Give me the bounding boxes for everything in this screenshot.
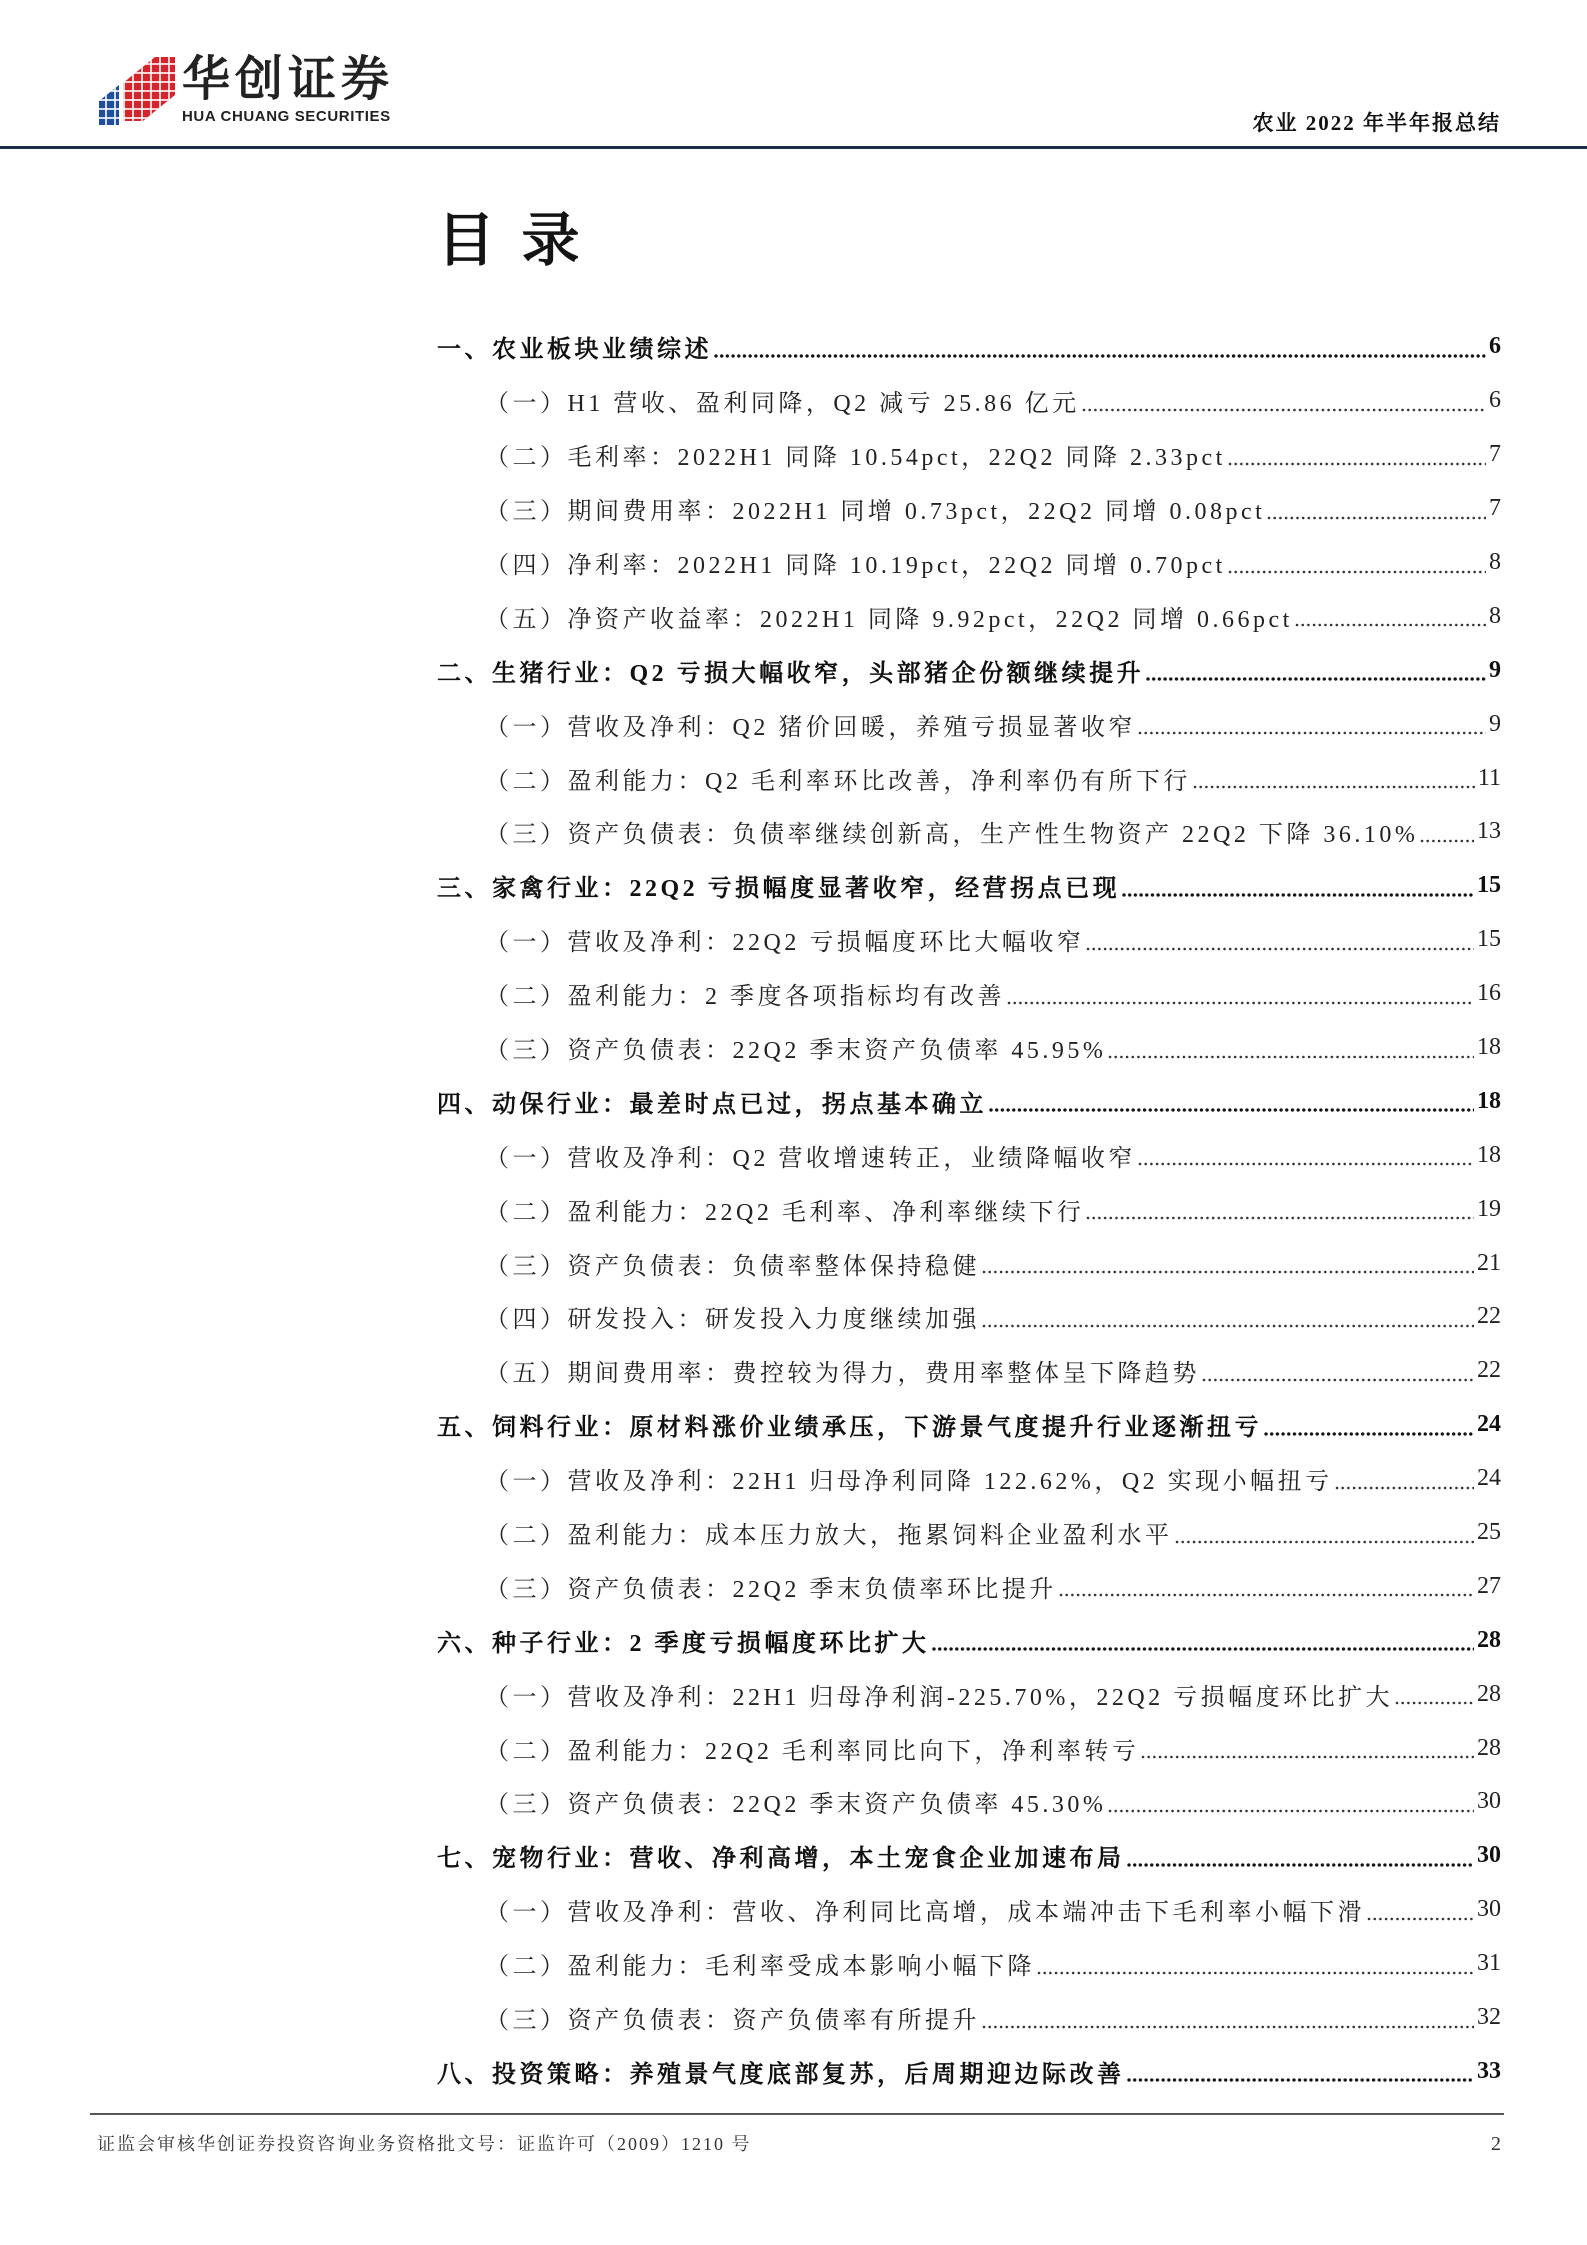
toc-dot-leader <box>1264 1432 1474 1436</box>
toc-subsection-5-3[interactable] <box>437 1559 1501 1613</box>
toc-entry-page: 15 <box>1477 872 1501 899</box>
report-title: 农业 2022 年半年报总结 <box>1252 111 1501 135</box>
toc-entry-label: （二）盈利能力：22Q2 毛利率同比向下，净利率转亏 <box>485 1738 1140 1765</box>
toc-subsection-1-1[interactable] <box>437 374 1501 428</box>
toc-entry-label: （二）盈利能力：毛利率受成本影响小幅下降 <box>485 1954 1035 1981</box>
toc-entry-label: （二）盈利能力：Q2 毛利率环比改善，净利率仍有所下行 <box>485 768 1191 795</box>
toc-entry-page: 8 <box>1489 549 1501 575</box>
toc-subsection-6-3[interactable] <box>437 1775 1501 1829</box>
toc-dot-leader <box>982 1324 1474 1328</box>
toc-entry-label: 四、动保行业：最差时点已过，拐点基本确立 <box>437 1091 987 1118</box>
toc-entry-page: 7 <box>1489 441 1501 468</box>
toc-entry-page: 32 <box>1477 2004 1501 2031</box>
toc-entry-label: （一）营收及净利：22Q2 亏损幅度环比大幅收窄 <box>485 930 1085 957</box>
toc-entry-page: 22 <box>1477 1357 1501 1384</box>
toc-subsection-1-2[interactable] <box>437 428 1501 482</box>
toc-dot-leader <box>932 1647 1475 1651</box>
toc-entry-page: 31 <box>1477 1950 1501 1977</box>
toc-dot-leader <box>1420 839 1474 843</box>
toc-entry-label: 八、投资策略：养殖景气度底部复苏，后周期迎边际改善 <box>437 2061 1125 2088</box>
toc-entry-page: 27 <box>1477 1572 1501 1599</box>
toc-dot-leader <box>714 354 1486 358</box>
toc-entry-label: （三）资产负债表：22Q2 季末资产负债率 45.95% <box>485 1038 1107 1065</box>
toc-entry-page: 30 <box>1477 1788 1501 1815</box>
header-divider <box>0 146 1587 149</box>
toc-subsection-4-2[interactable] <box>437 1182 1501 1236</box>
toc-dot-leader <box>1007 1001 1474 1005</box>
toc-entry-page: 6 <box>1489 387 1501 414</box>
toc-entry-label: （三）资产负债表：22Q2 季末资产负债率 45.30% <box>485 1792 1107 1819</box>
toc-subsection-1-4[interactable] <box>437 536 1501 590</box>
toc-entry-label: （三）资产负债表：资产负债率有所提升 <box>485 2008 980 2035</box>
toc-dot-leader <box>1138 731 1486 735</box>
toc-dot-leader <box>1202 1378 1474 1382</box>
toc-section-6[interactable] <box>437 1613 1501 1667</box>
toc-dot-leader <box>1122 893 1474 897</box>
toc-dot-leader <box>982 1270 1474 1274</box>
toc-subsection-7-2[interactable] <box>437 1937 1501 1991</box>
toc-entry-label: （五）期间费用率：费控较为得力，费用率整体呈下降趋势 <box>485 1361 1200 1388</box>
toc-dot-leader <box>1175 1540 1475 1544</box>
toc-entry-label: （五）净资产收益率：2022H1 同降 9.92pct，22Q2 同增 0.66pct <box>485 606 1293 633</box>
toc-section-5[interactable] <box>437 1398 1501 1452</box>
toc-entry-label: （一）营收及净利：22H1 归母净利同降 122.62%，Q2 实现小幅扭亏 <box>485 1469 1333 1496</box>
toc-dot-leader <box>982 2025 1474 2029</box>
toc-dot-leader <box>1082 408 1486 412</box>
toc-entry-page: 7 <box>1489 495 1501 522</box>
brand-name-cn: 华创证券 <box>182 53 395 106</box>
toc-subsection-7-1[interactable] <box>437 1883 1501 1937</box>
toc-entry-label: 一、农业板块业绩综述 <box>437 337 712 364</box>
toc-dot-leader <box>1086 947 1474 951</box>
toc-subsection-2-2[interactable] <box>437 751 1501 805</box>
toc-title: 目 录 <box>437 208 586 273</box>
toc-dot-leader <box>1367 1917 1474 1921</box>
toc-entry-page: 13 <box>1477 818 1501 845</box>
toc-entry-page: 24 <box>1477 1411 1501 1438</box>
toc-entry-label: 六、种子行业：2 季度亏损幅度环比扩大 <box>437 1630 930 1657</box>
toc-dot-leader <box>1059 1593 1474 1597</box>
toc-dot-leader <box>1395 1701 1474 1705</box>
toc-entry-page: 28 <box>1477 1626 1501 1653</box>
table-of-contents <box>437 320 1501 2098</box>
toc-entry-page: 11 <box>1477 764 1501 791</box>
toc-subsection-4-4[interactable] <box>437 1290 1501 1344</box>
toc-subsection-4-1[interactable] <box>437 1128 1501 1182</box>
toc-dot-leader <box>1228 570 1486 574</box>
toc-entry-page: 19 <box>1477 1195 1501 1222</box>
toc-subsection-4-3[interactable] <box>437 1236 1501 1290</box>
toc-entry-label: （三）资产负债表：负债率继续创新高，生产性生物资产 22Q2 下降 36.10% <box>485 822 1419 849</box>
toc-subsection-5-2[interactable] <box>437 1506 1501 1560</box>
toc-entry-label: （二）盈利能力：成本压力放大，拖累饲料企业盈利水平 <box>485 1523 1173 1550</box>
toc-dot-leader <box>1193 785 1475 789</box>
toc-section-8[interactable] <box>437 2045 1501 2099</box>
toc-entry-label: （四）净利率：2022H1 同降 10.19pct，22Q2 同增 0.70pct <box>485 553 1226 579</box>
toc-subsection-3-1[interactable] <box>437 913 1501 967</box>
toc-entry-label: （三）期间费用率：2022H1 同增 0.73pct，22Q2 同增 0.08pct <box>485 499 1266 526</box>
toc-dot-leader <box>989 1108 1474 1112</box>
toc-entry-page: 9 <box>1489 656 1501 683</box>
toc-entry-label: （四）研发投入：研发投入力度继续加强 <box>485 1307 980 1334</box>
toc-subsection-5-1[interactable] <box>437 1452 1501 1506</box>
footer-divider <box>90 2113 1504 2115</box>
toc-entry-label: （一）营收及净利：22H1 归母净利润-225.70%，22Q2 亏损幅度环比扩大 <box>485 1684 1394 1711</box>
toc-subsection-7-3[interactable] <box>437 1991 1501 2045</box>
toc-dot-leader <box>1141 1755 1474 1759</box>
toc-dot-leader <box>1267 516 1486 520</box>
toc-subsection-4-5[interactable] <box>437 1344 1501 1398</box>
toc-entry-label: （三）资产负债表：22Q2 季末负债率环比提升 <box>485 1576 1057 1603</box>
toc-dot-leader <box>1295 623 1486 627</box>
toc-entry-page: 30 <box>1477 1842 1501 1869</box>
toc-entry-page: 22 <box>1477 1303 1501 1330</box>
toc-dot-leader <box>1108 1809 1474 1813</box>
toc-entry-label: 三、家禽行业：22Q2 亏损幅度显著收窄，经营拐点已现 <box>437 876 1121 903</box>
toc-entry-label: （一）营收及净利：Q2 营收增速转正，业绩降幅收窄 <box>485 1145 1136 1172</box>
page-number: 2 <box>1491 2133 1501 2155</box>
toc-entry-label: （二）盈利能力：22Q2 毛利率、净利率继续下行 <box>485 1199 1085 1226</box>
brand-name-en: HUA CHUANG SECURITIES <box>182 108 391 125</box>
toc-subsection-1-5[interactable] <box>437 589 1501 643</box>
toc-subsection-3-2[interactable] <box>437 967 1501 1021</box>
toc-section-1[interactable] <box>437 320 1501 374</box>
toc-entry-label: （一）H1 营收、盈利同降，Q2 减亏 25.86 亿元 <box>485 391 1080 418</box>
toc-subsection-1-3[interactable] <box>437 482 1501 536</box>
toc-entry-page: 21 <box>1477 1249 1501 1276</box>
huachuang-logo-icon <box>97 55 177 127</box>
toc-entry-page: 18 <box>1477 1034 1501 1061</box>
toc-section-2[interactable] <box>437 643 1501 697</box>
toc-entry-label: 五、饲料行业：原材料涨价业绩承压，下游景气度提升行业逐渐扭亏 <box>437 1415 1262 1442</box>
toc-entry-page: 16 <box>1477 980 1501 1007</box>
toc-entry-page: 33 <box>1477 2057 1501 2084</box>
toc-entry-page: 30 <box>1477 1896 1501 1923</box>
toc-entry-label: （二）盈利能力：2 季度各项指标均有改善 <box>485 984 1005 1011</box>
toc-entry-page: 18 <box>1477 1087 1501 1114</box>
toc-entry-page: 9 <box>1489 710 1501 737</box>
toc-dot-leader <box>1037 1971 1474 1975</box>
toc-dot-leader <box>1146 677 1486 681</box>
toc-entry-label: （三）资产负债表：负债率整体保持稳健 <box>485 1253 980 1280</box>
toc-entry-page: 25 <box>1477 1519 1501 1546</box>
toc-dot-leader <box>1138 1162 1474 1166</box>
toc-entry-label: 七、宠物行业：营收、净利高增，本土宠食企业加速布局 <box>437 1846 1125 1873</box>
footer-license-text: 证监会审核华创证券投资咨询业务资格批文号：证监许可（2009）1210 号 <box>97 2134 752 2154</box>
toc-section-3[interactable] <box>437 859 1501 913</box>
toc-entry-page: 24 <box>1477 1465 1501 1492</box>
toc-entry-page: 28 <box>1477 1680 1501 1707</box>
toc-entry-page: 18 <box>1477 1141 1501 1168</box>
toc-dot-leader <box>1086 1216 1474 1220</box>
toc-entry-page: 6 <box>1489 333 1501 360</box>
toc-section-7[interactable] <box>437 1829 1501 1883</box>
toc-dot-leader <box>1335 1486 1474 1490</box>
toc-dot-leader <box>1108 1055 1474 1059</box>
toc-subsection-2-3[interactable] <box>437 805 1501 859</box>
toc-entry-label: （二）毛利率：2022H1 同降 10.54pct，22Q2 同降 2.33pct <box>485 445 1226 472</box>
toc-subsection-6-1[interactable] <box>437 1667 1501 1721</box>
toc-subsection-6-2[interactable] <box>437 1721 1501 1775</box>
toc-dot-leader <box>1228 462 1486 466</box>
toc-section-4[interactable] <box>437 1074 1501 1128</box>
toc-subsection-2-1[interactable] <box>437 697 1501 751</box>
toc-dot-leader <box>1127 2078 1475 2082</box>
toc-subsection-3-3[interactable] <box>437 1021 1501 1075</box>
toc-entry-label: （一）营收及净利：Q2 猪价回暖，养殖亏损显著收窄 <box>485 714 1136 741</box>
toc-entry-page: 28 <box>1477 1734 1501 1761</box>
toc-entry-page: 15 <box>1477 926 1501 953</box>
toc-entry-label: 二、生猪行业：Q2 亏损大幅收窄，头部猪企份额继续提升 <box>437 660 1145 687</box>
toc-entry-page: 8 <box>1489 602 1501 629</box>
toc-dot-leader <box>1127 1863 1475 1867</box>
toc-entry-label: （一）营收及净利：营收、净利同比高增，成本端冲击下毛利率小幅下滑 <box>485 1900 1365 1927</box>
